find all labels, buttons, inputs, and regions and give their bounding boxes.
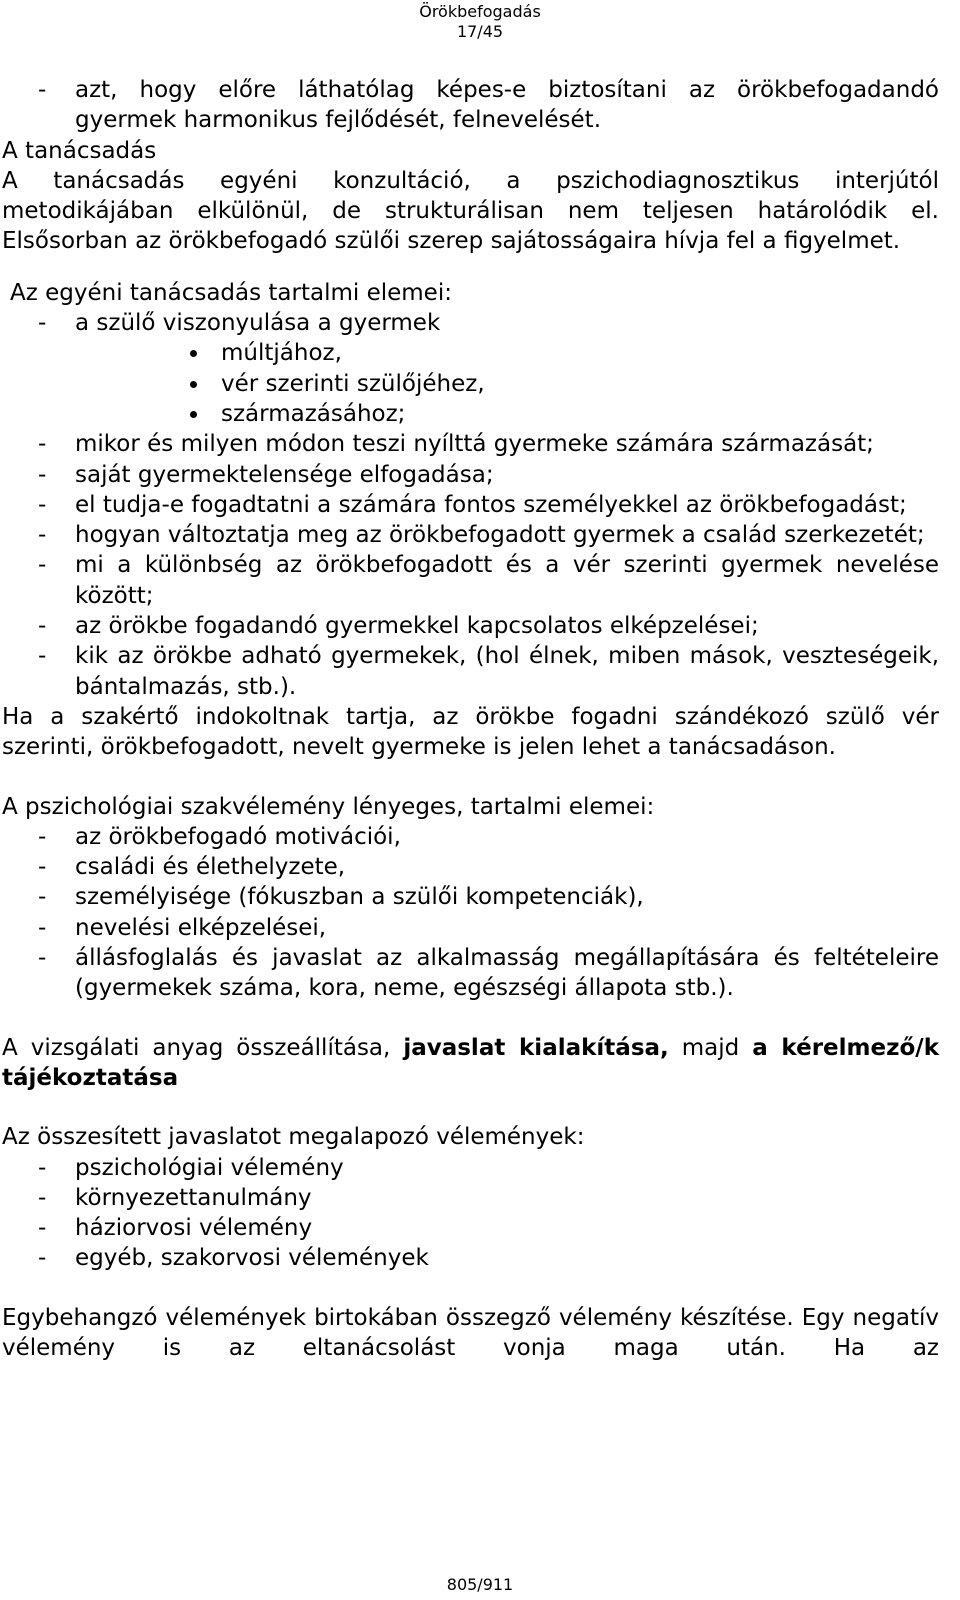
page-header bbox=[0, 2, 960, 42]
opinions-list bbox=[2, 1153, 939, 1274]
exam-text-start: A vizsgálati anyag összeállítása, bbox=[2, 1034, 391, 1061]
list-item: - mikor és milyen módon teszi nyílttá gyermeke számára származását; bbox=[2, 429, 939, 459]
list-item: - azt, hogy előre láthatólag képes-e biztosítani az örökbefogadandó gyermek harmonikus fejlődését, felnevelését. bbox=[2, 75, 939, 136]
intro-list bbox=[2, 75, 939, 136]
opinions-heading: Az összesített javaslatot megalapozó vélemények: bbox=[2, 1124, 585, 1151]
header-page-number: 17/45 bbox=[456, 22, 504, 41]
individual-list-continued bbox=[2, 429, 939, 702]
list-item: - az örökbe fogadandó gyermekkel kapcsolatos elképzelései; bbox=[2, 611, 939, 641]
page-footer bbox=[0, 1575, 960, 1595]
list-item: - saját gyermektelensége elfogadása; bbox=[2, 460, 939, 490]
list-item: - kik az örökbe adható gyermekek, (hol élnek, miben mások, veszteségeik, bántalmazás, stb.). bbox=[2, 641, 939, 702]
exam-text-mid: majd bbox=[681, 1034, 740, 1061]
list-item: - a szülő viszonyulása a gyermek bbox=[2, 308, 939, 338]
list-item: - mi a különbség az örökbefogadott és a vér szerinti gyermek nevelése között; bbox=[2, 550, 939, 611]
list-item: - nevelési elképzelései, bbox=[2, 913, 939, 943]
list-item: - családi és élethelyzete, bbox=[2, 852, 939, 882]
exam-paragraph bbox=[2, 1033, 939, 1094]
footer-page-number: 805/911 bbox=[446, 1575, 514, 1594]
header-title: Örökbefogadás bbox=[419, 2, 541, 21]
counseling-heading: A tanácsadás bbox=[2, 137, 157, 164]
psych-list bbox=[2, 822, 939, 1004]
bullet-item: származásához; bbox=[2, 399, 939, 429]
individual-closing: Ha a szakértő indokoltnak tartja, az örökbe fogadni szándékozó szülő vér szerinti, örökbefogadott, nevelt gyermeke is jelen lehet a tanácsadáson. bbox=[2, 703, 939, 761]
bullet-item: múltjához, bbox=[2, 338, 939, 368]
list-item: - hogyan változtatja meg az örökbefogadott gyermek a család szerkezetét; bbox=[2, 520, 939, 550]
final-paragraph: Egybehangzó vélemények birtokában összegző vélemény készítése. Egy negatív vélemény is az eltanácsolást vonja maga után. Ha az bbox=[2, 1304, 939, 1361]
exam-bold-inform: a kérelmező/k tájékoztatása bbox=[2, 1034, 939, 1091]
exam-bold-proposal: javaslat kialakítása, bbox=[403, 1034, 669, 1061]
psych-heading: A pszichológiai szakvélemény lényeges, tartalmi elemei: bbox=[2, 793, 655, 820]
list-item: - az örökbefogadó motivációi, bbox=[2, 822, 939, 852]
list-item: - állásfoglalás és javaslat az alkalmasság megállapítására és feltételeire (gyermekek száma, kora, neme, egészségi állapota stb.). bbox=[2, 943, 939, 1004]
counseling-paragraph: A tanácsadás egyéni konzultáció, a pszichodiagnosztikus interjútól metodikájában elkülönül, de strukturálisan nem teljesen határolódik el. Elsősorban az örökbefogadó szülői szerep sajátosságaira hívja fel a figyelmet. bbox=[2, 167, 939, 255]
individual-list bbox=[2, 308, 939, 338]
list-item: - egyéb, szakorvosi vélemények bbox=[2, 1243, 939, 1273]
document-body bbox=[2, 75, 939, 1363]
list-item: - személyisége (fókuszban a szülői kompetenciák), bbox=[2, 882, 939, 912]
individual-heading: Az egyéni tanácsadás tartalmi elemei: bbox=[10, 279, 452, 306]
bullet-item: vér szerinti szülőjéhez, bbox=[2, 369, 939, 399]
list-item: - pszichológiai vélemény bbox=[2, 1153, 939, 1183]
list-item: - el tudja-e fogadtatni a számára fontos személyekkel az örökbefogadást; bbox=[2, 490, 939, 520]
individual-sublist bbox=[2, 338, 939, 429]
list-item: - környezettanulmány bbox=[2, 1183, 939, 1213]
list-item: - háziorvosi vélemény bbox=[2, 1213, 939, 1243]
